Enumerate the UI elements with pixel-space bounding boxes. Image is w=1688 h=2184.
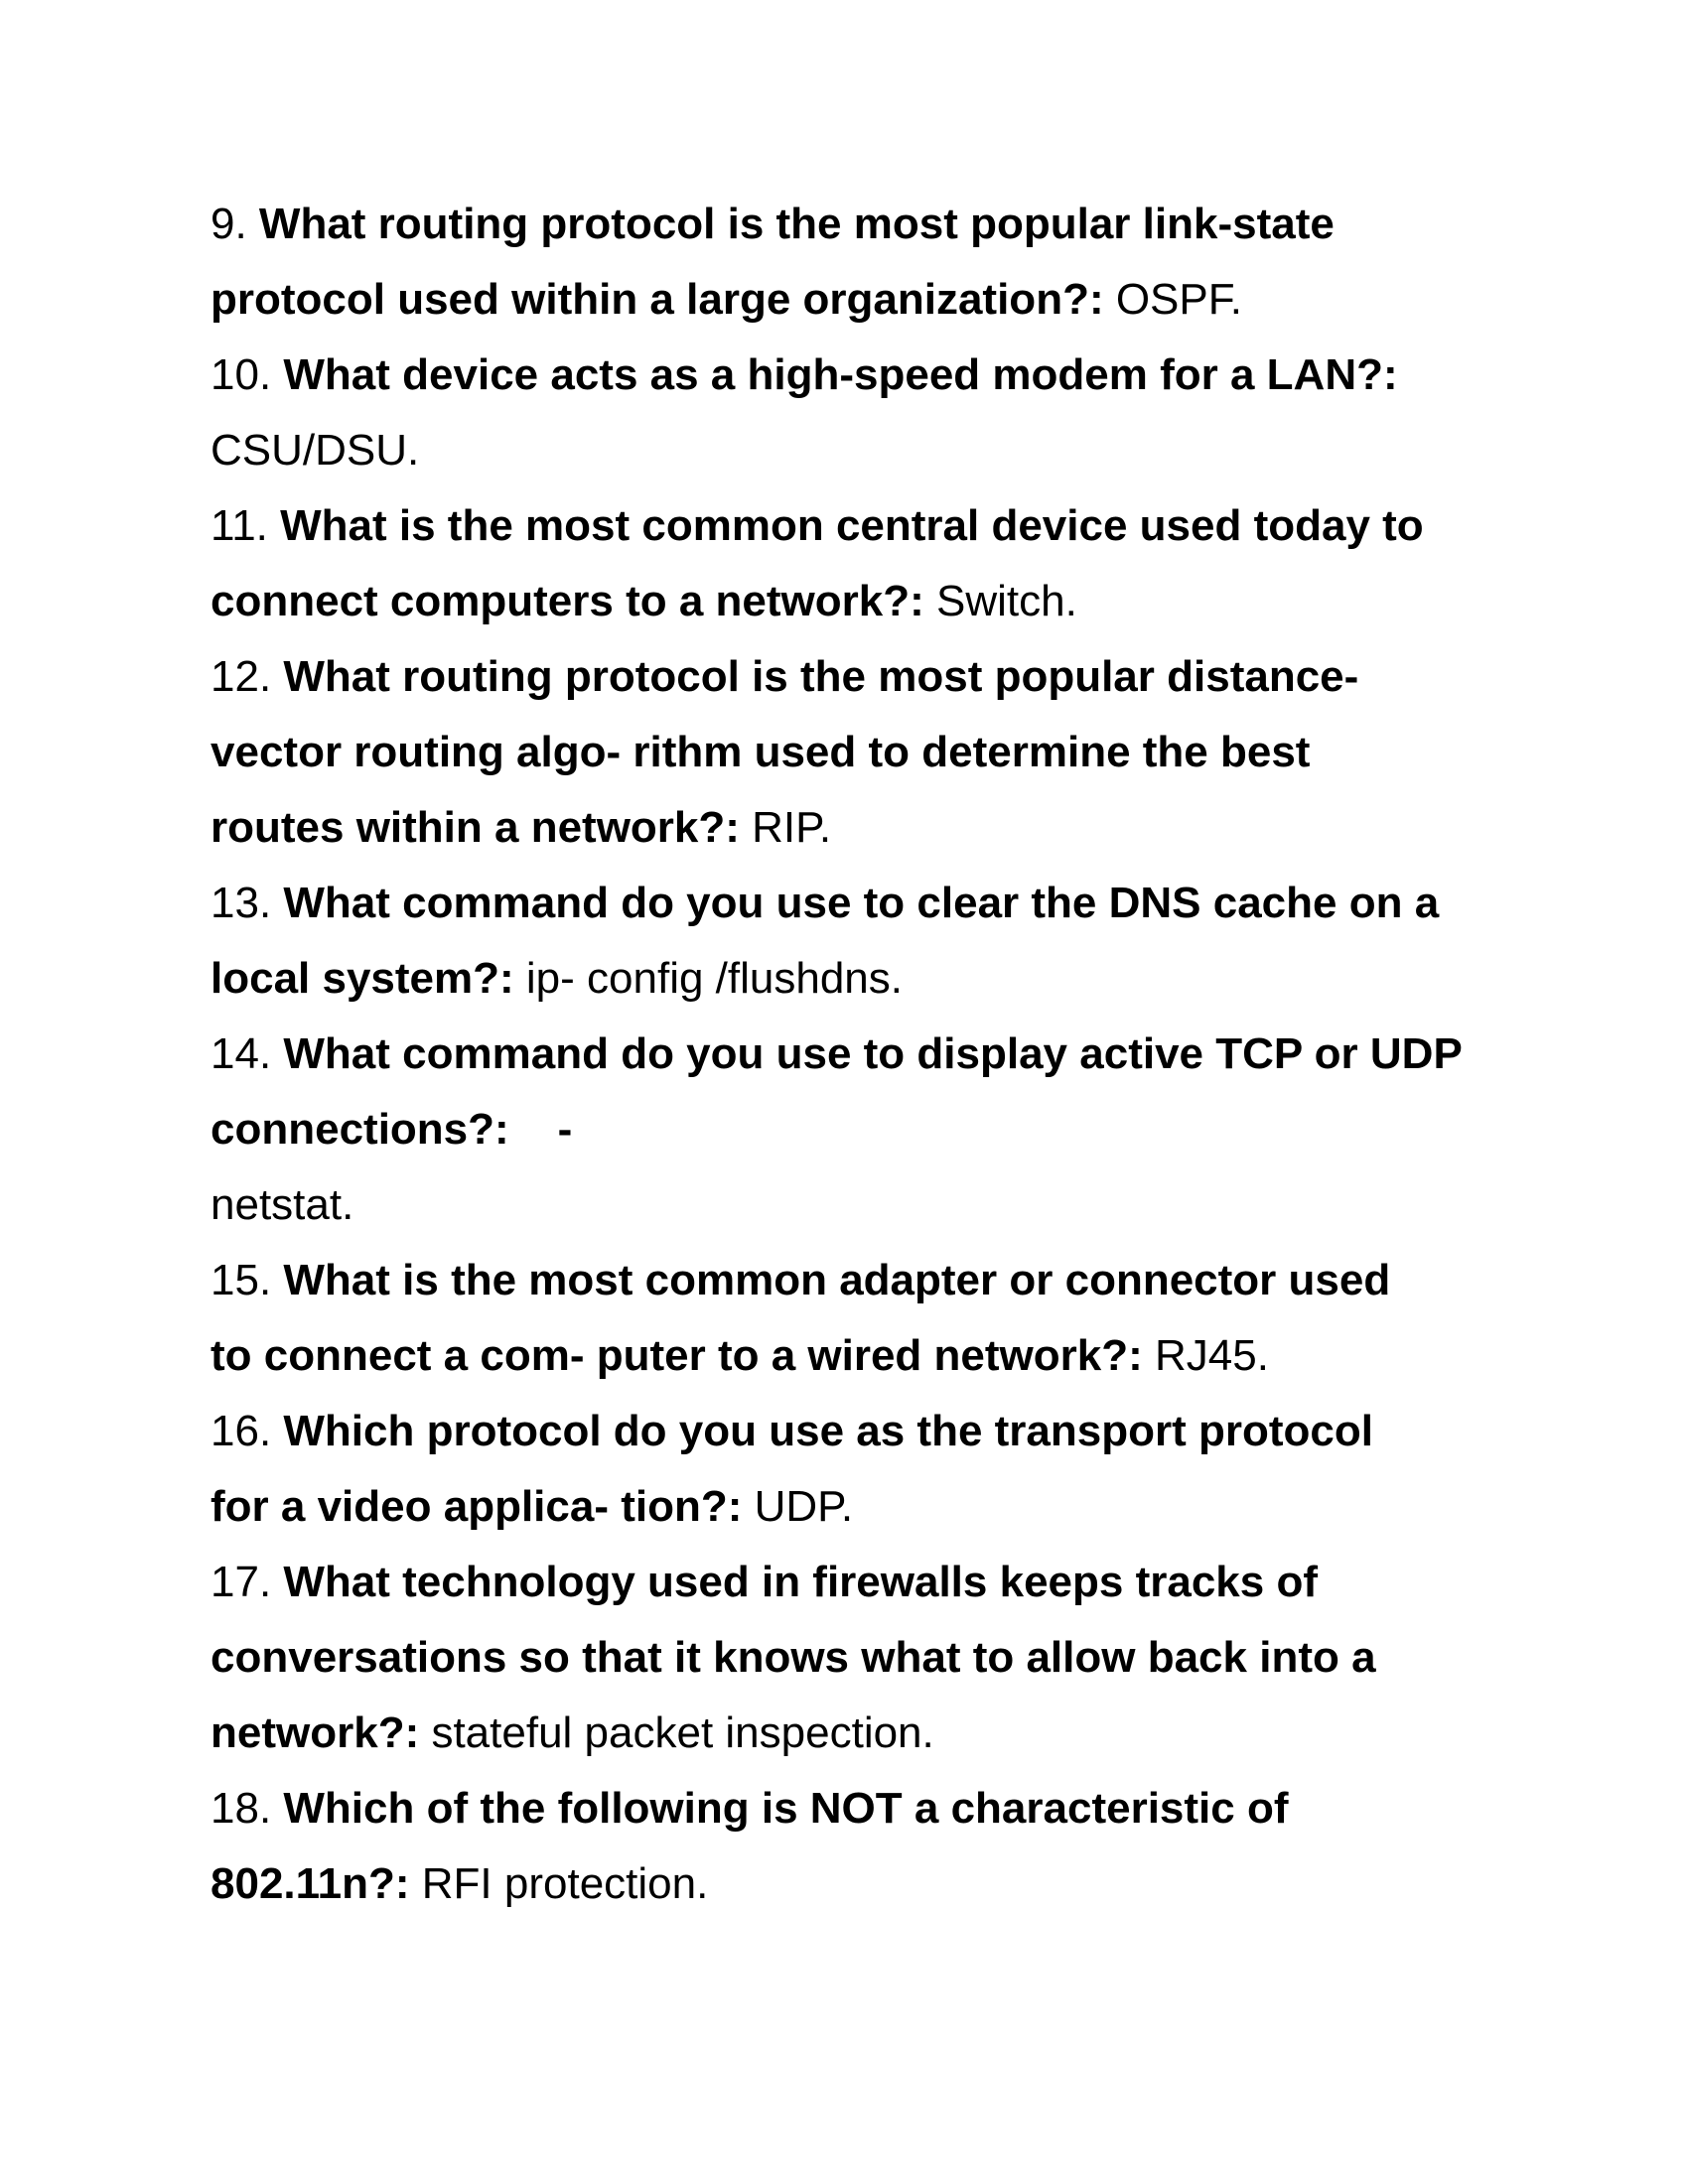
text-line [211,1469,1501,1545]
question-text: to connect a com- puter to a wired network?: [211,1331,1155,1380]
document-page [211,187,1501,1922]
question-number: 11. [211,501,281,550]
question-text: What routing protocol is the most popular link-state [258,200,1335,248]
question-text: What routing protocol is the most popular distance- [283,652,1359,701]
text-line [211,941,1501,1017]
question-number: 15. [211,1256,284,1304]
question-text: vector routing algo- rithm used to determine the best [211,728,1311,776]
answer-text: netstat. [211,1180,354,1229]
question-number: 17. [211,1558,284,1606]
question-text: conversations so that it knows what to allow back into a [211,1633,1376,1682]
question-text: What is the most common adapter or connector used [283,1256,1391,1304]
text-line [211,1545,1501,1620]
question-number: 16. [211,1407,284,1455]
question-text: for a video applica- tion?: [211,1482,755,1531]
answer-text: RIP. [752,803,832,852]
text-line [211,338,1501,413]
answer-text: UDP. [754,1482,854,1531]
question-number: 12. [211,652,284,701]
text-line [211,1243,1501,1318]
question-number: 10. [211,350,284,399]
text-line [211,1846,1501,1922]
answer-text: Switch. [935,577,1077,625]
text-line [211,262,1501,338]
text-line [211,1620,1501,1696]
text-line [211,1394,1501,1469]
answer-text: OSPF. [1115,275,1242,324]
question-number: 18. [211,1784,284,1833]
answer-text: stateful packet inspection. [431,1708,934,1757]
text-line [211,1771,1501,1846]
question-text: Which of the following is NOT a characteristic of [283,1784,1289,1833]
question-number: 13. [211,879,284,927]
text-line [211,1092,1501,1167]
answer-text: CSU/DSU. [211,426,420,475]
text-line [211,1318,1501,1394]
question-text: What is the most common central device used today to [280,501,1424,550]
question-text: What device acts as a high-speed modem for a LAN?: [283,350,1398,399]
question-list [211,187,1501,1922]
text-line [211,866,1501,941]
text-line [211,1167,1501,1243]
question-text: What command do you use to display active TCP or UDP [283,1029,1463,1078]
question-number: 9. [211,200,259,248]
text-line [211,488,1501,564]
text-line [211,187,1501,262]
question-number: 14. [211,1029,284,1078]
question-text: network?: [211,1708,432,1757]
text-line [211,413,1501,488]
question-text: connect computers to a network?: [211,577,936,625]
question-text: What command do you use to clear the DNS cache on a [283,879,1440,927]
text-line [211,1696,1501,1771]
answer-text: ip- config /flushdns. [525,954,903,1003]
text-line [211,790,1501,866]
answer-text: RFI protection. [421,1859,709,1908]
question-text: connections?: - [211,1105,573,1154]
question-text: protocol used within a large organization?: [211,275,1116,324]
question-text: routes within a network?: [211,803,753,852]
question-text: local system?: [211,954,526,1003]
answer-text: RJ45. [1154,1331,1269,1380]
question-text: 802.11n?: [211,1859,422,1908]
text-line [211,1017,1501,1092]
question-text: Which protocol do you use as the transport protocol [283,1407,1373,1455]
text-line [211,715,1501,790]
text-line [211,639,1501,715]
text-line [211,564,1501,639]
question-text: What technology used in firewalls keeps tracks of [283,1558,1318,1606]
